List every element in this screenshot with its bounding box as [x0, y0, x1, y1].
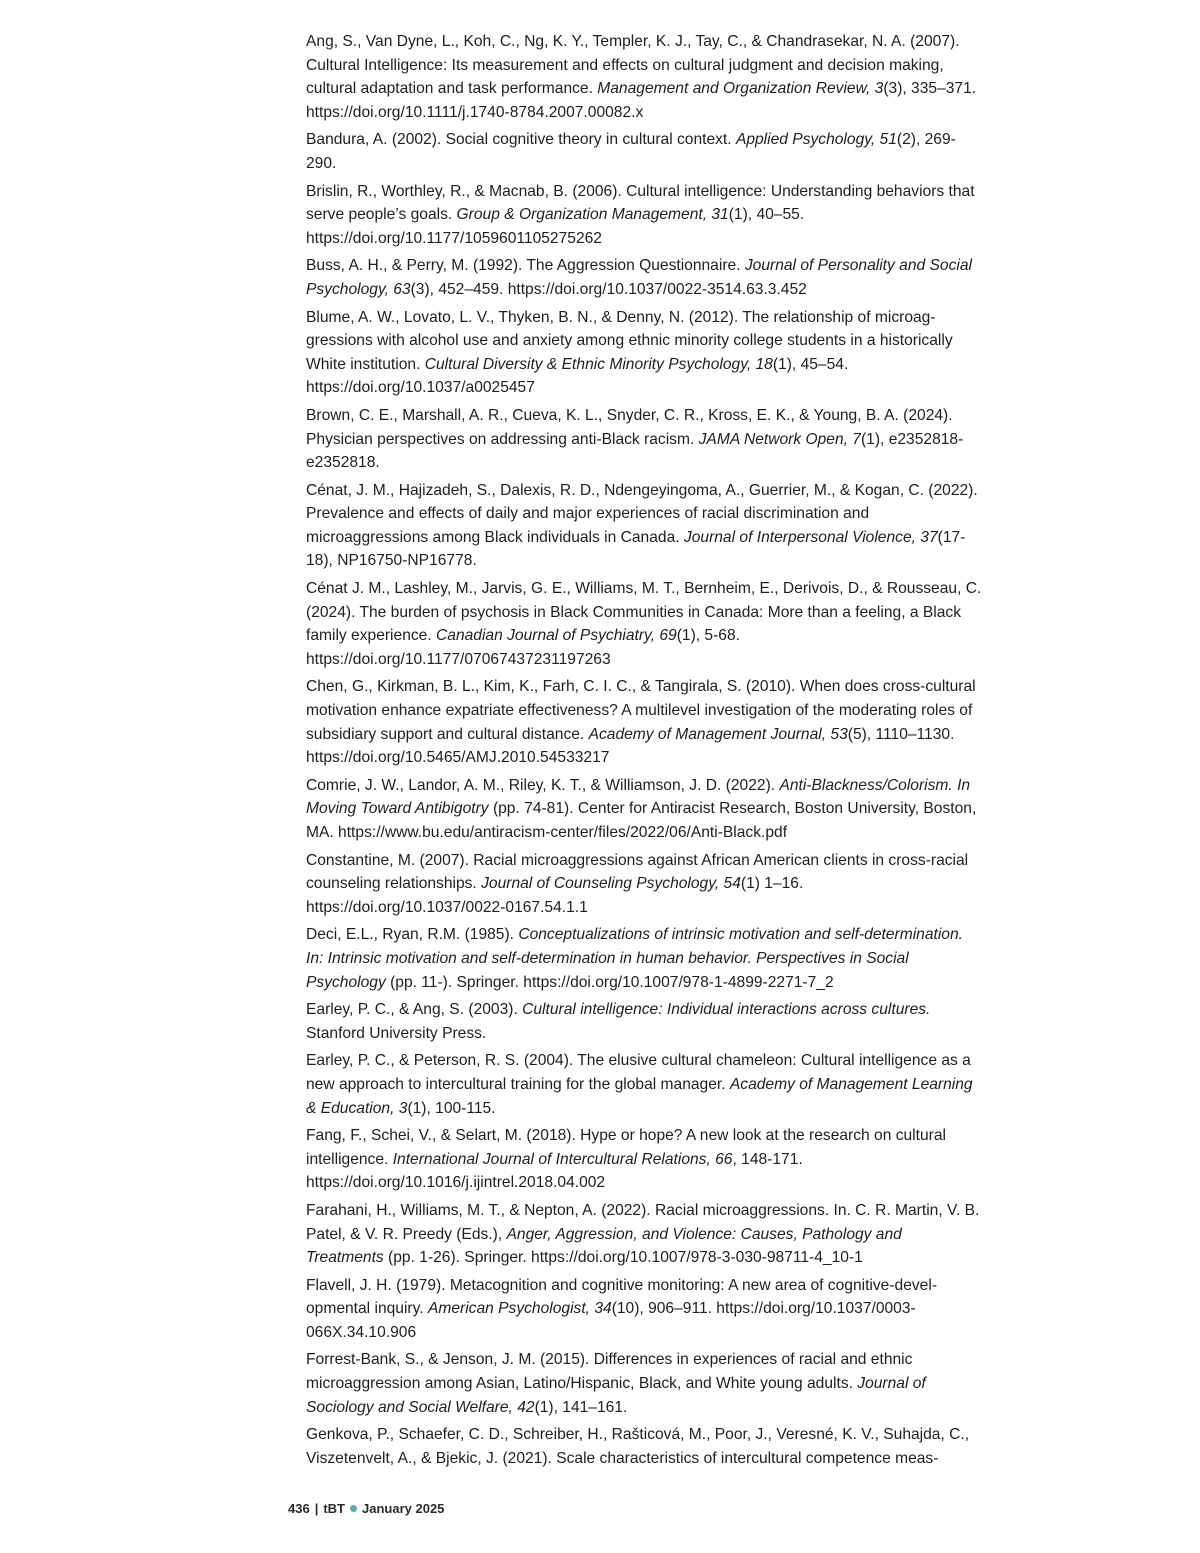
reference-entry [306, 923, 982, 994]
page-number: 436 [288, 1501, 310, 1516]
reference-source-title: Management and Organization Review, 3 [597, 80, 884, 98]
reference-text: (1) 1–16. https://doi.org/10.1037/0022-0167.54.1.1 [306, 875, 804, 916]
reference-entry [306, 774, 982, 845]
footer-separator: | [314, 1501, 319, 1516]
issue-date: January 2025 [362, 1501, 445, 1516]
reference-entry [306, 180, 982, 251]
reference-entry [306, 998, 982, 1045]
reference-text: (3), 452–459. https://doi.org/10.1037/0022-3514.63.3.452 [410, 280, 807, 298]
reference-text: Brislin, R., Worthley, R., & Macnab, B. (2006). Cultural intelligence: Understanding behaviors that serve people’s goals. [306, 182, 975, 224]
reference-text: Deci, E.L., Ryan, R.M. (1985). [306, 926, 519, 944]
reference-text: (17-18), NP16750-NP16778. [306, 528, 966, 570]
reference-source-title: Journal of Counseling Psychology, 54 [481, 875, 741, 893]
reference-entry [306, 30, 982, 124]
reference-text: Bandura, A. (2002). Social cognitive theory in cultural context. [306, 131, 736, 149]
reference-source-title: JAMA Network Open, 7 [698, 430, 861, 448]
reference-text: Ang, S., Van Dyne, L., Koh, C., Ng, K. Y., Templer, K. J., Tay, C., & Chandrasekar, N. A. (2007). Cultural Intelligence: Its measurement and effects on cultural judgment and decision making, cultural adaptation and task performance. [306, 33, 960, 98]
reference-entry [306, 128, 982, 175]
reference-text: Earley, P. C., & Ang, S. (2003). [306, 1001, 523, 1019]
reference-source-title: Academy of Management Learning & Education, 3 [306, 1075, 973, 1117]
reference-text: Comrie, J. W., Landor, A. M., Riley, K. T., & Williamson, J. D. (2022). [306, 776, 780, 794]
reference-text: (1), 141–161. [534, 1398, 628, 1416]
reference-source-title: Cultural Diversity & Ethnic Minority Psychology, 18 [424, 355, 773, 373]
reference-text: Buss, A. H., & Perry, M. (1992). The Aggression Questionnaire. [306, 257, 745, 275]
reference-source-title: Canadian Journal of Psychiatry, 69 [436, 627, 677, 645]
reference-text: Flavell, J. H. (1979). Metacognition and cognitive monitoring: A new area of cognitive-developmental inquiry. [306, 1276, 938, 1318]
reference-source-title: Journal of Personality and Social Psychology, 63 [306, 257, 972, 298]
reference-entry [306, 577, 982, 671]
reference-entry [306, 1348, 982, 1419]
reference-list [306, 30, 982, 1474]
reference-text: (10), 906–911. https://doi.org/10.1037/0003-066X.34.10.906 [306, 1300, 916, 1341]
reference-text: Forrest-Bank, S., & Jenson, J. M. (2015). Differences in experiences of racial and ethnic microaggression among Asian, Latino/Hispanic, Black, and White young adults. [306, 1351, 913, 1393]
reference-entry [306, 1423, 982, 1470]
reference-text: Farahani, H., Williams, M. T., & Nepton, A. (2022). Racial microaggressions. In. C. R. Martin, V. B. Patel, & V. R. Preedy (Eds.), [306, 1201, 980, 1243]
reference-text: Blume, A. W., Lovato, L. V., Thyken, B. N., & Denny, N. (2012). The relationship of microaggressions with alcohol use and anxiety among ethnic minority college students in a historically White institution. [306, 308, 953, 373]
reference-entry [306, 1274, 982, 1345]
reference-text: Cénat J. M., Lashley, M., Jarvis, G. E., Williams, M. T., Bernheim, E., Derivois, D., & Rousseau, C. (2024). The burden of psychosis in Black Communities in Canada: More than a feeling, a Black family experience. [306, 580, 982, 645]
reference-text: Brown, C. E., Marshall, A. R., Cueva, K. L., Snyder, C. R., Kross, E. K., & Young, B. A. (2024). Physician perspectives on addressing anti-Black racism. [306, 406, 953, 448]
reference-text: (1), 100-115. [407, 1099, 496, 1117]
reference-text: (1), e2352818-e2352818. [306, 430, 964, 472]
page-footer [288, 1501, 444, 1516]
reference-source-title: Journal of Interpersonal Violence, 37 [683, 528, 938, 546]
reference-text: Chen, G., Kirkman, B. L., Kim, K., Farh, C. I. C., & Tangirala, S. (2010). When does cross-cultural motivation enhance expatriate effectiveness? A multilevel investigation of the moderating roles of subsidiary support and cultural distance. [306, 678, 976, 743]
reference-entry [306, 1199, 982, 1270]
reference-text: , 148-171. https://doi.org/10.1016/j.ijintrel.2018.04.002 [306, 1150, 803, 1192]
reference-source-title: Group & Organization Management, 31 [456, 206, 729, 224]
reference-text: (1), 40–55. https://doi.org/10.1177/1059601105275262 [306, 206, 805, 247]
reference-source-title: Applied Psychology, 51 [735, 131, 897, 149]
journal-name: tBT [323, 1501, 346, 1516]
reference-text: (3), 335–371. https://doi.org/10.1111/j.1740-8784.2007.00082.x [306, 80, 977, 121]
reference-entry [306, 254, 982, 301]
reference-entry [306, 404, 982, 475]
reference-source-title: Anti-Blackness/Colorism. In Moving Toward Antibigotry [306, 776, 971, 818]
reference-source-title: American Psychologist, 34 [427, 1300, 612, 1318]
reference-source-title: Anger, Aggression, and Violence: Causes, Pathology and Treatments [306, 1225, 902, 1267]
reference-text: (pp. 11-). Springer. https://doi.org/10.1007/978-1-4899-2271-7_2 [385, 973, 834, 991]
reference-text: Genkova, P., Schaefer, C. D., Schreiber, H., Rašticová, M., Poor, J., Veresné, K. V., Suhajda, C., Viszetenvelt, A., & Bjekic, J. (2021). Scale characteristics of intercultural competence meas- [306, 1426, 970, 1467]
reference-entry [306, 849, 982, 920]
reference-text: (2), 269-290. [306, 131, 956, 172]
reference-entry [306, 306, 982, 400]
reference-source-title: Cultural intelligence: Individual interactions across cultures. [522, 1001, 931, 1019]
reference-text: (5), 1110–1130. https://doi.org/10.5465/AMJ.2010.54533217 [306, 725, 955, 767]
reference-entry [306, 479, 982, 573]
reference-text: Earley, P. C., & Peterson, R. S. (2004). The elusive cultural chameleon: Cultural intelligence as a new approach to intercultural training for the global manager. [306, 1052, 971, 1093]
reference-source-title: Academy of Management Journal, 53 [588, 725, 848, 743]
reference-source-title: Journal of Sociology and Social Welfare, 42 [306, 1375, 926, 1416]
footer-dot-icon [350, 1505, 357, 1512]
reference-text: Constantine, M. (2007). Racial microaggressions against African American clients in cross-racial counseling relationships. [306, 851, 969, 893]
reference-text: Cénat, J. M., Hajizadeh, S., Dalexis, R. D., Ndengeyingoma, A., Guerrier, M., & Kogan, C. (2022). Prevalence and effects of daily and major experiences of racial discrimination and microaggressions among Black individuals in Canada. [306, 481, 978, 546]
reference-text: Fang, F., Schei, V., & Selart, M. (2018). Hype or hope? A new look at the research on cultural intelligence. [306, 1127, 946, 1168]
reference-text: (1), 5-68. https://doi.org/10.1177/07067437231197263 [306, 627, 740, 668]
reference-entry [306, 675, 982, 769]
reference-text: (1), 45–54. https://doi.org/10.1037/a0025457 [306, 355, 849, 397]
reference-entry [306, 1124, 982, 1195]
reference-text: (pp. 74-81). Center for Antiracist Research, Boston University, Boston, MA. https://www.bu.edu/antiracism-center/files/2022/06/Anti-Black.pdf [306, 800, 977, 841]
reference-entry [306, 1049, 982, 1120]
reference-text: Stanford University Press. [306, 1024, 487, 1042]
reference-text: (pp. 1-26). Springer. https://doi.org/10.1007/978-3-030-98711-4_10-1 [383, 1249, 863, 1267]
reference-source-title: Conceptualizations of intrinsic motivation and self-determination. In: Intrinsic motivation and self-determination in human behavior. Perspectives in Social Psychology [306, 926, 963, 991]
reference-source-title: International Journal of Intercultural Relations, 66 [392, 1150, 733, 1168]
